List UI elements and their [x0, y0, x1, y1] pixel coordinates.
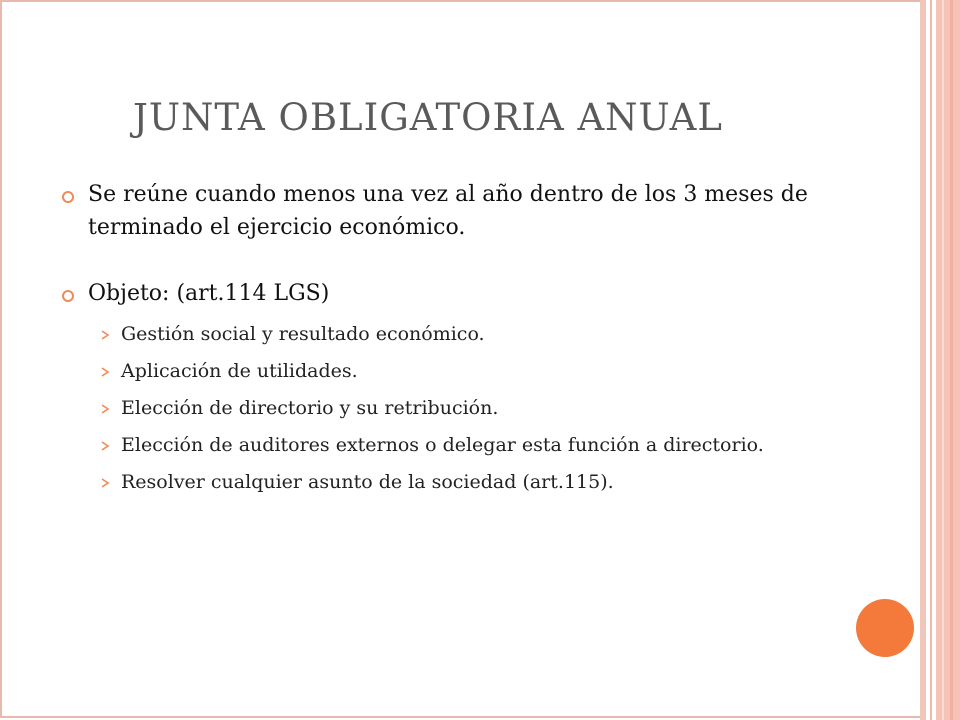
bullet-item [60, 178, 830, 244]
sub-bullet-item [88, 433, 830, 458]
decorative-orange-circle [856, 599, 914, 657]
bullet-text: Objeto: (art.114 LGS) [88, 281, 330, 306]
sub-bullet-text: Elección de auditores externos o delegar esta función a directorio. [121, 434, 764, 456]
sub-bullet-item [88, 470, 830, 495]
chevron-right-icon [100, 478, 110, 488]
chevron-right-icon [100, 404, 110, 414]
sub-bullet-item [88, 322, 830, 347]
ring-bullet-icon [62, 191, 74, 203]
chevron-right-icon [100, 330, 110, 340]
bullet-item [60, 277, 830, 495]
sub-bullet-text: Elección de directorio y su retribución. [121, 397, 499, 419]
sub-bullet-item [88, 396, 830, 421]
bullet-list [60, 178, 830, 495]
decorative-stripe [942, 0, 944, 720]
decorative-stripe [936, 0, 960, 720]
bullet-text: Se reúne cuando menos una vez al año dentro de los 3 meses de terminado el ejercicio económico. [88, 182, 808, 240]
ring-bullet-icon [62, 290, 74, 302]
sub-bullet-text: Resolver cualquier asunto de la sociedad (art.115). [121, 471, 614, 493]
slide-title: JUNTA OBLIGATORIA ANUAL [133, 96, 723, 139]
sub-bullet-list [88, 322, 830, 495]
chevron-right-icon [100, 367, 110, 377]
sub-bullet-item [88, 359, 830, 384]
chevron-right-icon [100, 441, 110, 451]
sub-bullet-text: Aplicación de utilidades. [121, 360, 358, 382]
decorative-stripe [950, 0, 953, 720]
sub-bullet-text: Gestión social y resultado económico. [121, 323, 485, 345]
